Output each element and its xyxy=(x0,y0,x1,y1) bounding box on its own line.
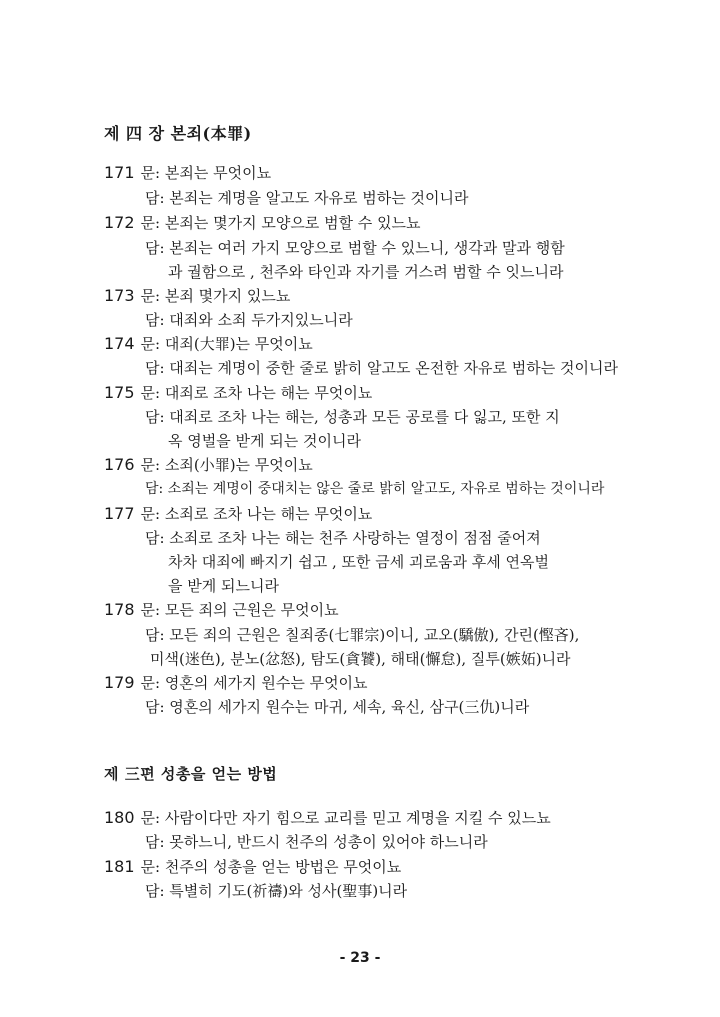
answer-174-line-1: 담: 대죄는 계명이 중한 줄로 밝히 알고도 온전한 자유로 범하는 것이니라 xyxy=(145,359,618,377)
question-178 xyxy=(104,600,339,620)
question-text: 문: 대죄로 조차 나는 해는 무엇이뇨 xyxy=(140,384,373,402)
answer-172-line-2: 과 궐함으로 , 천주와 타인과 자기를 거스려 범할 수 잇느니라 xyxy=(168,263,564,281)
question-text: 문: 대죄(大罪)는 무엇이뇨 xyxy=(140,335,313,353)
question-179 xyxy=(104,673,368,693)
answer-179-line-1: 담: 영혼의 세가지 원수는 마귀, 세속, 육신, 삼구(三仇)니라 xyxy=(145,698,530,716)
answer-175-line-1: 담: 대죄로 조차 나는 해는, 성총과 모든 공로를 다 잃고, 또한 지 xyxy=(145,408,560,426)
answer-181-line-1: 담: 특별히 기도(祈禱)와 성사(聖事)니라 xyxy=(145,882,408,900)
question-text: 문: 영혼의 세가지 원수는 무엇이뇨 xyxy=(140,674,368,692)
question-number: 174 xyxy=(104,334,135,353)
answer-175-line-2: 옥 영벌을 받게 되는 것이니라 xyxy=(168,432,361,450)
question-text: 문: 본죄는 몇가지 모양으로 범할 수 있느뇨 xyxy=(140,214,421,232)
question-175 xyxy=(104,383,372,403)
page-number: - 23 - xyxy=(339,950,381,966)
question-number: 178 xyxy=(104,600,135,619)
chapter-heading: 제 四 장 본죄(本罪) xyxy=(104,124,252,143)
question-number: 181 xyxy=(104,857,135,876)
question-177 xyxy=(104,504,372,524)
answer-171-line-1: 담: 본죄는 계명을 알고도 자유로 범하는 것이니라 xyxy=(145,189,469,207)
question-number: 177 xyxy=(104,504,135,523)
question-number: 171 xyxy=(104,163,135,182)
answer-177-line-1: 담: 소죄로 조차 나는 해는 천주 사랑하는 열정이 점점 줄어져 xyxy=(145,529,541,547)
answer-178-line-1: 담: 모든 죄의 근원은 칠죄종(七罪宗)이니, 교오(驕傲), 간린(慳吝), xyxy=(145,626,580,644)
question-181 xyxy=(104,857,401,877)
answer-173-line-1: 담: 대죄와 소죄 두가지있느니라 xyxy=(145,311,353,329)
answer-178-line-2: 미색(迷色), 분노(忿怒), 탐도(貪饕), 해태(懈怠), 질투(嫉妬)니라 xyxy=(150,650,571,668)
question-173 xyxy=(104,286,290,306)
question-174 xyxy=(104,334,313,354)
question-176 xyxy=(104,455,313,475)
question-number: 180 xyxy=(104,808,135,827)
answer-180-line-1: 담: 못하느니, 반드시 천주의 성총이 있어야 하느니라 xyxy=(145,833,488,851)
question-number: 172 xyxy=(104,213,135,232)
section-heading: 제 三편 성총을 얻는 방법 xyxy=(104,765,278,783)
question-text: 문: 사람이다만 자기 힘으로 교리를 믿고 계명을 지킬 수 있느뇨 xyxy=(140,809,551,827)
question-171 xyxy=(104,163,271,183)
question-180 xyxy=(104,808,551,828)
question-172 xyxy=(104,213,421,233)
answer-176-line-1: 담: 소죄는 계명이 중대치는 않은 줄로 밝히 알고도, 자유로 범하는 것이니라 xyxy=(145,481,605,497)
answer-172-line-1: 담: 본죄는 여러 가지 모양으로 범할 수 있느니, 생각과 말과 행함 xyxy=(145,239,565,257)
question-text: 문: 본죄는 무엇이뇨 xyxy=(140,164,272,182)
question-text: 문: 천주의 성총을 얻는 방법은 무엇이뇨 xyxy=(140,858,402,876)
question-text: 문: 모든 죄의 근원은 무엇이뇨 xyxy=(140,601,339,619)
question-number: 176 xyxy=(104,455,135,474)
question-text: 문: 본죄 몇가지 있느뇨 xyxy=(140,287,291,305)
question-number: 175 xyxy=(104,383,135,402)
question-text: 문: 소죄(小罪)는 무엇이뇨 xyxy=(140,456,313,474)
answer-177-line-2: 차차 대죄에 빠지기 쉽고 , 또한 금세 괴로움과 후세 연옥벌 xyxy=(168,553,549,571)
question-number: 179 xyxy=(104,673,135,692)
answer-177-line-3: 을 받게 되느니라 xyxy=(168,577,279,595)
question-text: 문: 소죄로 조차 나는 해는 무엇이뇨 xyxy=(140,505,373,523)
question-number: 173 xyxy=(104,286,135,305)
